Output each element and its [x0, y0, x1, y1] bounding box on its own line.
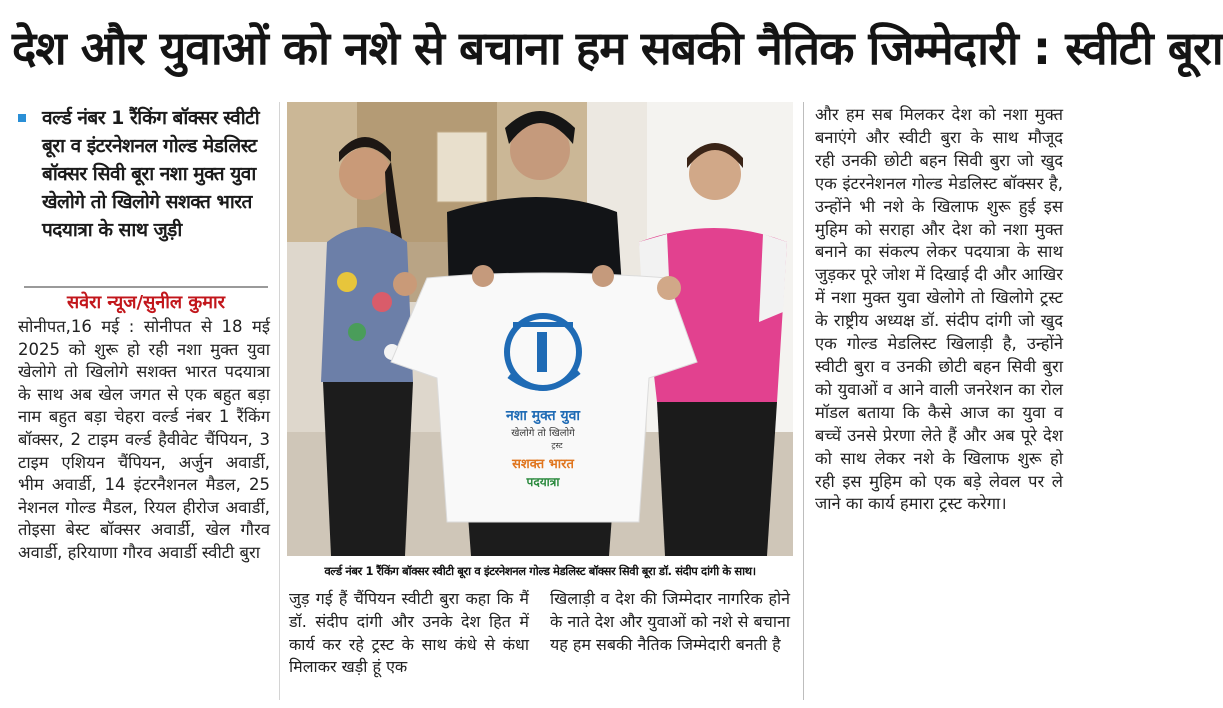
column-divider-left [279, 102, 280, 700]
body-column-4: और हम सब मिलकर देश को नशा मुक्त बनाएंगे और स्वीटी बुरा के साथ मौजूद रही उनकी छोटी बहन सिवी बुरा जो खुद एक इंटरनेशनल गोल्ड मेडलिस्ट बॉक्सर है, उन्होंने भी नशे के खिलाफ शुरू हुई इस मुहिम को सराहा और देश को नशा मुक्त बनाने का संकल्प लेकर पदयात्रा के साथ जुड़कर पूरे जोश में दिखाई दी और आखिर में नशा मुक्त युवा खेलोगे तो खिलोगे ट्रस्ट के राष्ट्रीय अध्यक्ष डॉ. संदीप दांगी जो खुद एक गोल्ड मेडलिस्ट खिलाड़ी है, उन्होंने स्वीटी बुरा व उनकी छोटी बहन सिवी बुरा को युवाओं व आने वाली जनरेशन का रोल मॉडल बताया कि कैसे आज का युवा व बच्चें उनसे प्रेरणा लेते हैं और अब पूरे देश को साथ लेकर नशे के खिलाफ शुरू हो रही इस मुहिम को एक बड़े लेवल पर ले जाने का कार्य हमारा ट्रस्ट करेगा। [815, 105, 1063, 514]
column-divider-right [803, 102, 804, 700]
shirt-subtext: खेलोगे तो खिलोगे [511, 428, 575, 439]
left-column [14, 100, 270, 704]
byline: सवेरा न्यूज/सुनील कुमार [24, 286, 268, 314]
photo-illustration [287, 102, 793, 556]
body-column-1: सोनीपत,16 मई : सोनीपत से 18 मई 2025 को शुरू हो रही नशा मुक्त युवा खेलोगे तो खिलोगे सशक्त भारत पदयात्रा के साथ अब खेल जगत से एक बहुत बड़ा नाम बहुत बड़ा चेहरा वर्ल्ड नंबर 1 रैंकिंग बॉक्सर, 2 टाइम वर्ल्ड हैवीवेट चैंपियन, 3 टाइम एशियन चैंपियन, अर्जुन अवार्डी, भीम अवार्डी, 14 इंटरनैशनल मैडल, 25 नेशनल गोल्ड मैडल, रियल हीरोज अवार्डी, तोइसा बेस्ट बॉक्सर अवार्डी, खेल गौरव अवार्डी, हरियाणा गौरव अवार्डी स्वीटी बुरा [18, 317, 270, 562]
subheadline: वर्ल्ड नंबर 1 रैंकिंग बॉक्सर स्वीटी बूरा व इंटरनेशनल गोल्ड मेडलिस्ट बॉक्सर सिवी बूरा नशा मुक्त युवा खेलोगे तो खिलोगे सशक्त भारत पदयात्रा के साथ जुड़ी [42, 107, 260, 241]
body-column-2: जुड़ गई हैं चैंपियन स्वीटी बुरा कहा कि मैं डॉ. संदीप दांगी और उनके देश हित में कार्य कर रहे ट्रस्ट के साथ कंधे से कंधा मिलाकर खड़ी हूं एक [289, 589, 529, 677]
bullet-icon [18, 114, 26, 122]
shirt-trust: ट्रस्ट [551, 441, 563, 450]
shirt-slogan2: पदयात्रा [526, 475, 560, 489]
shirt-text: नशा मुक्त युवा [505, 408, 581, 424]
photo-caption: वर्ल्ड नंबर 1 रैंकिंग बॉक्सर स्वीटी बूरा व इंटरनेशनल गोल्ड मेडलिस्ट बॉक्सर सिवी बूरा डॉ. संदीप दांगी के साथ। [324, 564, 756, 578]
news-photo [287, 102, 793, 556]
headline: देश और युवाओं को नशे से बचाना हम सबकी नैतिक जिम्मेदारी : स्वीटी बूरा [12, 21, 1223, 75]
shirt-slogan: सशक्त भारत [512, 457, 574, 472]
body-column-3: खिलाड़ी व देश की जिम्मेदार नागरिक होने के नाते देश और युवाओं को नशे से बचाना यह हम सबकी नैतिक जिम्मेदारी बनती है [550, 589, 790, 654]
